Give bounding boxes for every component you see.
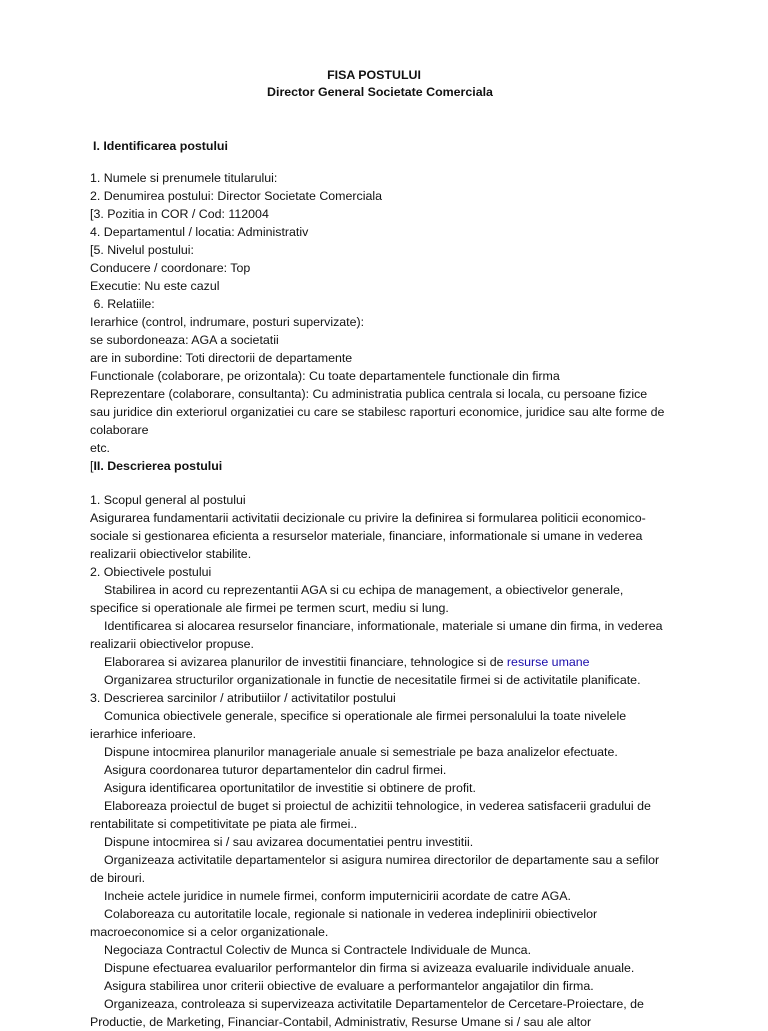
field-line: Functionale (colaborare, pe orizontala): Cu toate departamentele functionale din firma [90,369,560,383]
field-line: [5. Nivelul postului: [90,243,194,257]
document-page [90,67,670,1031]
objective-item: Identificarea si alocarea resurselor financiare, informationale, materiale si umane din firma, in vederea realizarii obiectivelor propuse. [90,619,663,651]
document-title: FISA POSTULUI [327,68,421,82]
task-item: Organizeaza, controleaza si supervizeaza activitatile Departamentelor de Cercetare-Proiectare, de Productie, de Marketing, Financiar-Contabil, Administrativ, Resurse Umane si / sau ale altor [90,997,644,1029]
task-item: Elaboreaza proiectul de buget si proiectul de achizitii tehnologice, in vederea satisfacerii gradului de rentabilitate si competitivitate pe piata ale firmei.. [90,799,651,831]
document-subtitle: Director General Societate Comerciala [267,85,493,99]
section-2-heading-text: II. Descrierea postului [93,459,223,473]
field-line: [3. Pozitia in COR / Cod: 112004 [90,207,269,221]
tasks-title: 3. Descrierea sarcinilor / atributiilor / activitatilor postului [90,691,396,705]
task-item: Dispune intocmirea si / sau avizarea documentatiei pentru investitii. [104,835,474,849]
field-line: Conducere / coordonare: Top [90,261,251,275]
objective-item: Organizarea structurilor organizationale in functie de necesitatile firmei si de activitatile planificate. [104,673,641,687]
objective-item [90,653,670,671]
etc-line: etc. [90,441,110,455]
task-item: Organizeaza activitatile departamentelor si asigura numirea directorilor de departamente sau a sefilor de birouri. [90,853,660,885]
objective-text: Elaborarea si avizarea planurilor de investitii financiare, tehnologice si de [104,655,507,669]
resurse-umane-link[interactable]: resurse umane [506,655,590,669]
task-item: Asigura identificarea oportunitatilor de investitie si obtinere de profit. [104,781,476,795]
field-line: 1. Numele si prenumele titularului: [90,171,278,185]
field-line: are in subordine: Toti directorii de departamente [90,351,353,365]
task-item: Dispune efectuarea evaluarilor performantelor din firma si avizeaza evaluarile individuale anuale. [104,961,635,975]
field-line: 4. Departamentul / locatia: Administrativ [90,225,309,239]
section-1-lines [90,169,670,457]
task-item: Comunica obiectivele generale, specifice si operationale ale firmei personalului la toate nivelele ierarhice inferioare. [90,709,627,741]
objective-item: Stabilirea in acord cu reprezentantii AGA si cu echipa de management, a obiectivelor generale, specifice si operationale ale firmei pe termen scurt, mediu si lung. [90,583,624,615]
scope-title: 1. Scopul general al postului [90,493,246,507]
scope-text: Asigurarea fundamentarii activitatii decizionale cu privire la definirea si formularea politicii economico-sociale si gestionarea eficienta a resurselor materiale, financiare, informationale si umane in vederea realizarii obiectivelor stabilite. [90,511,646,561]
field-line: 2. Denumirea postului: Director Societate Comerciala [90,189,382,203]
objectives-title: 2. Obiectivele postului [90,565,212,579]
field-line: Ierarhice (control, indrumare, posturi supervizate): [90,315,365,329]
section-1-heading: I. Identificarea postului [93,139,228,153]
field-line: 6. Relatiile: [90,297,155,311]
task-item: Colaboreaza cu autoritatile locale, regionale si nationale in vederea indeplinirii obiectivelor macroeconomice si a celor organizationale. [90,907,598,939]
task-item: Negociaza Contractul Colectiv de Munca si Contractele Individuale de Munca. [104,943,532,957]
field-line: se subordoneaza: AGA a societatii [90,333,279,347]
task-item: Asigura coordonarea tuturor departamentelor din cadrul firmei. [104,763,447,777]
task-item: Asigura stabilirea unor criterii obiective de evaluare a performantelor angajatilor din firma. [104,979,594,993]
representation-paragraph: Reprezentare (colaborare, consultanta): Cu administratia publica centrala si locala, cu persoane fizice sau juridice din exteriorul organizatiei cu care se stabilesc raporturi economice, juridice sau alte forme de colaborare [90,387,665,437]
bracket-mark: [ [90,459,94,473]
task-item: Incheie actele juridice in numele firmei, conform imputernicirii acordate de catre AGA. [104,889,571,903]
section-2-heading [90,457,670,475]
task-item: Dispune intocmirea planurilor manageriale anuale si semestriale pe baza analizelor efectuate. [104,745,618,759]
field-line: Executie: Nu este cazul [90,279,220,293]
